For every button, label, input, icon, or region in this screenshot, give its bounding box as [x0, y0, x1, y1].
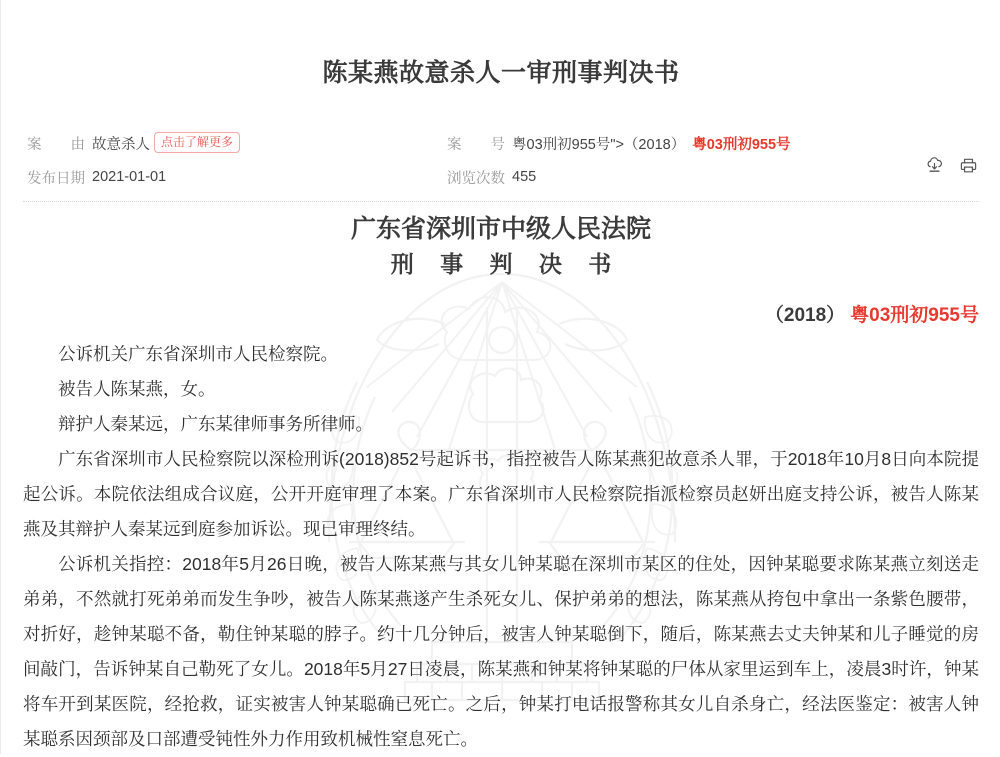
meta-row-1	[1, 131, 1000, 165]
meta-divider	[23, 201, 979, 202]
document-meta	[1, 131, 1000, 199]
meta-views-label: 浏览次数	[447, 170, 505, 187]
judgment-text	[1, 337, 1000, 757]
cloud-download-icon[interactable]	[925, 156, 944, 175]
paragraph: 广东省深圳市人民检察院以深检刑诉(2018)852号起诉书，指控被告人陈某燕犯故意杀人罪，于2018年10月8日向本院提起公诉。本院依法组成合议庭，公开开庭审理了本案。广东省深圳市人民检察院指派检察员赵妍出庭支持公诉，被告人陈某燕及其辩护人秦某远到庭参加诉讼。现已审理终结。	[23, 449, 979, 540]
printer-icon[interactable]	[959, 156, 978, 175]
meta-publish-date	[27, 165, 166, 189]
meta-views	[447, 165, 536, 189]
document-kind: 刑 事 判 决 书	[390, 251, 622, 278]
meta-cause	[27, 131, 240, 155]
meta-case-number	[447, 131, 791, 155]
case-number-serial: 粤03刑初955号	[850, 305, 979, 327]
meta-cause-label: 案 由	[27, 136, 85, 153]
meta-publish-date-value: 2021-01-01	[92, 169, 167, 185]
meta-case-number-value-highlight: 粤03刑初955号	[692, 136, 791, 153]
meta-cause-value: 故意杀人	[92, 136, 150, 153]
paragraph: 被告人陈某燕，女。	[58, 379, 216, 400]
learn-more-badge[interactable]: 点击了解更多	[154, 132, 240, 153]
page-title: 陈某燕故意杀人一审刑事判决书	[322, 58, 680, 87]
paragraph: 公诉机关广东省深圳市人民检察院。	[58, 344, 338, 365]
document-actions	[925, 156, 978, 175]
meta-publish-date-label: 发布日期	[27, 170, 85, 187]
paragraph: 辩护人秦某远，广东某律师事务所律师。	[58, 414, 373, 435]
meta-row-2	[1, 165, 1000, 199]
case-number-year: （2018）	[764, 305, 846, 327]
meta-views-value: 455	[512, 169, 537, 185]
meta-case-number-label: 案 号	[447, 136, 505, 153]
document-body	[1, 214, 1000, 757]
case-number-heading	[1, 300, 1000, 327]
paragraph: 公诉机关指控：2018年5月26日晚，被告人陈某燕与其女儿钟某聪在深圳市某区的住处，因钟某聪要求陈某燕立刻送走弟弟，不然就打死弟弟而发生争吵，被告人陈某燕遂产生杀死女儿、保护弟弟的想法，陈某燕从挎包中拿出一条紫色腰带，对折好，趁钟某聪不备，勒住钟某聪的脖子。约十几分钟后，被害人钟某聪倒下，随后，陈某燕去丈夫钟某和儿子睡觉的房间敲门，告诉钟某自己勒死了女儿。2018年5月27日凌晨，陈某燕和钟某将钟某聪的尸体从家里运到车上，凌晨3时许，钟某将车开到某医院，经抢救，证实被害人钟某聪确已死亡。之后，钟某打电话报警称其女儿自杀身亡，经法医鉴定：被害人钟某聪系因颈部及口部遭受钝性外力作用致机械性窒息死亡。	[23, 554, 979, 750]
meta-case-number-value: 粤03刑初955号">（2018）	[512, 136, 686, 153]
court-name: 广东省深圳市中级人民法院	[350, 215, 651, 243]
